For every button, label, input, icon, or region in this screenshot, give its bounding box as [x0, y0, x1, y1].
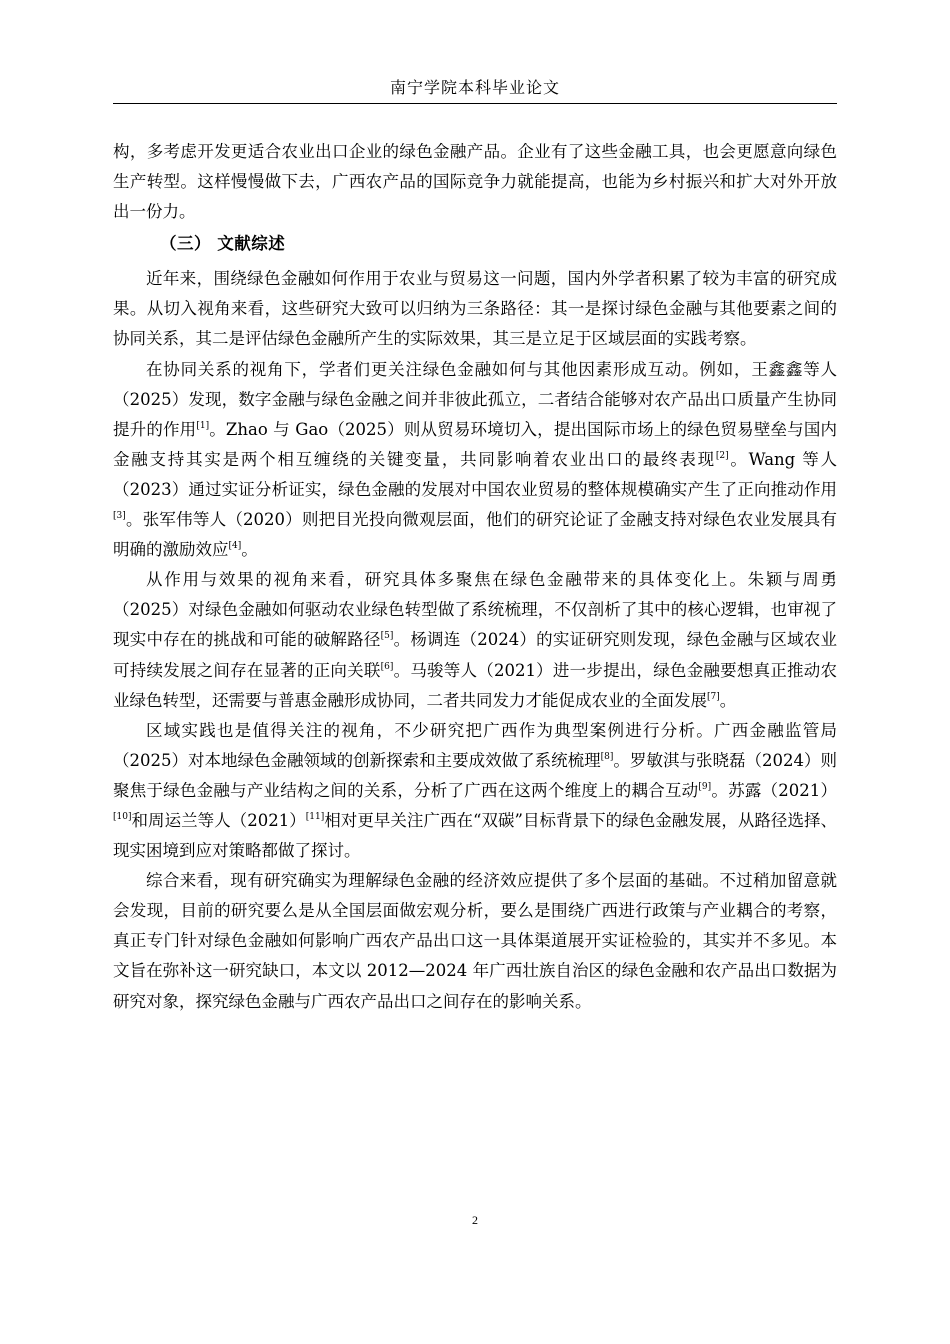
citation-ref: [1] [196, 420, 210, 431]
paragraph-text: 。Zhao 与 Gao（2025）则从贸易环境切入，提出国际市场上的绿色贸易壁垒与国内金融支持其实是两个相互缠绕的关键变量，共同影响着农业出口的最终表现 [113, 419, 837, 469]
page-header-title: 南宁学院本科毕业论文 [389, 78, 560, 97]
citation-ref: [11] [305, 811, 325, 822]
paragraph-text: 。 [241, 540, 258, 560]
citation-ref: [8] [600, 751, 614, 762]
paragraph-overview: 近年来，围绕绿色金融如何作用于农业与贸易这一问题，国内外学者积累了较为丰富的研究成果。从切入视角来看，这些研究大致可以归纳为三条路径：其一是探讨绿色金融与其他要素之间的协同关系，其二是评估绿色金融所产生的实际效果，其三是立足于区域层面的实践考察。 [113, 269, 837, 349]
body-text [113, 137, 837, 1017]
paragraph-text: 和周运兰等人（2021） [131, 810, 306, 830]
section-heading: （三） 文献综述 [160, 234, 286, 254]
paragraph-effects [113, 565, 837, 715]
paragraph-continuation: 构，多考虑开发更适合农业出口企业的绿色金融产品。企业有了这些金融工具，也会更愿意向绿色生产转型。这样慢慢做下去，广西农产品的国际竞争力就能提高，也能为乡村振兴和扩大对外开放出一份力。 [113, 142, 837, 222]
citation-ref: [10] [113, 811, 132, 822]
page-number: 2 [472, 1213, 478, 1227]
citation-ref: [9] [698, 781, 712, 792]
paragraph-text: 。 [719, 690, 737, 710]
paragraph-text: 区域实践也是值得关注的视角，不少研究把广西作为典型案例进行分析。广西金融监管局（2025）对本地绿色金融领域的创新探索和主要成效做了系统梳理 [113, 720, 837, 770]
paragraph-text: 。Wang 等人（2023）通过实证分析证实，绿色金融的发展对中国农业贸易的整体规模确实产生了正向推动作用 [113, 449, 838, 499]
paragraph-synergy [113, 355, 837, 566]
paragraph-text: 在协同关系的视角下，学者们更关注绿色金融如何与其他因素形成互动。例如，王鑫鑫等人（2025）发现，数字金融与绿色金融之间并非彼此孤立，二者结合能够对农产品出口质量产生协同提升的作用 [113, 359, 837, 439]
header-divider [113, 103, 837, 104]
paragraph-text: 。张军伟等人（2020）则把目光投向微观层面，他们的研究论证了金融支持对绿色农业发展具有明确的激励效应 [113, 510, 837, 560]
paragraph-text: 。杨调连（2024）的实证研究则发现，绿色金融与区域农业可持续发展之间存在显著的正向关联 [113, 630, 838, 680]
paragraph-text: 相对更早关注广西在“双碳”目标背景下的绿色金融发展，从路径选择、现实困境到应对策略都做了探讨。 [113, 810, 838, 861]
citation-ref: [7] [707, 691, 720, 702]
citation-ref: [3] [113, 511, 126, 522]
citation-ref: [2] [715, 450, 729, 461]
paragraph-summary: 综合来看，现有研究确实为理解绿色金融的经济效应提供了多个层面的基础。不过稍加留意就会发现，目前的研究要么是从全国层面做宏观分析，要么是围绕广西进行政策与产业耦合的考察，真正专门针对绿色金融如何影响广西农产品出口这一具体渠道展开实证检验的，其实并不多见。本文旨在弥补这一研究缺口，本文以 2012—2024 年广西壮族自治区的绿色金融和农产品出口数据为研究对象，探究绿色金融与广西农产品出口之间存在的影响关系。 [113, 871, 837, 1011]
paragraph-text: 从作用与效果的视角来看，研究具体多聚焦在绿色金融带来的具体变化上。朱颖与周勇（2025）对绿色金融如何驱动农业绿色转型做了系统梳理，不仅剖析了其中的核心逻辑，也审视了现实中存在的挑战和可能的破解路径 [113, 570, 837, 650]
citation-ref: [4] [228, 541, 242, 552]
paragraph-text: 。苏露（2021） [711, 780, 838, 800]
paragraph-regional [113, 716, 837, 866]
citation-ref: [5] [380, 631, 394, 642]
citation-ref: [6] [380, 661, 394, 672]
paragraph-text: 。罗敏淇与张晓磊（2024）则聚焦于绿色金融与产业结构之间的关系，分析了广西在这两个维度上的耦合互动 [113, 750, 837, 800]
paragraph-text: 。马骏等人（2021）进一步提出，绿色金融要想真正推动农业绿色转型，还需要与普惠金融形成协同，二者共同发力才能促成农业的全面发展 [113, 660, 838, 710]
